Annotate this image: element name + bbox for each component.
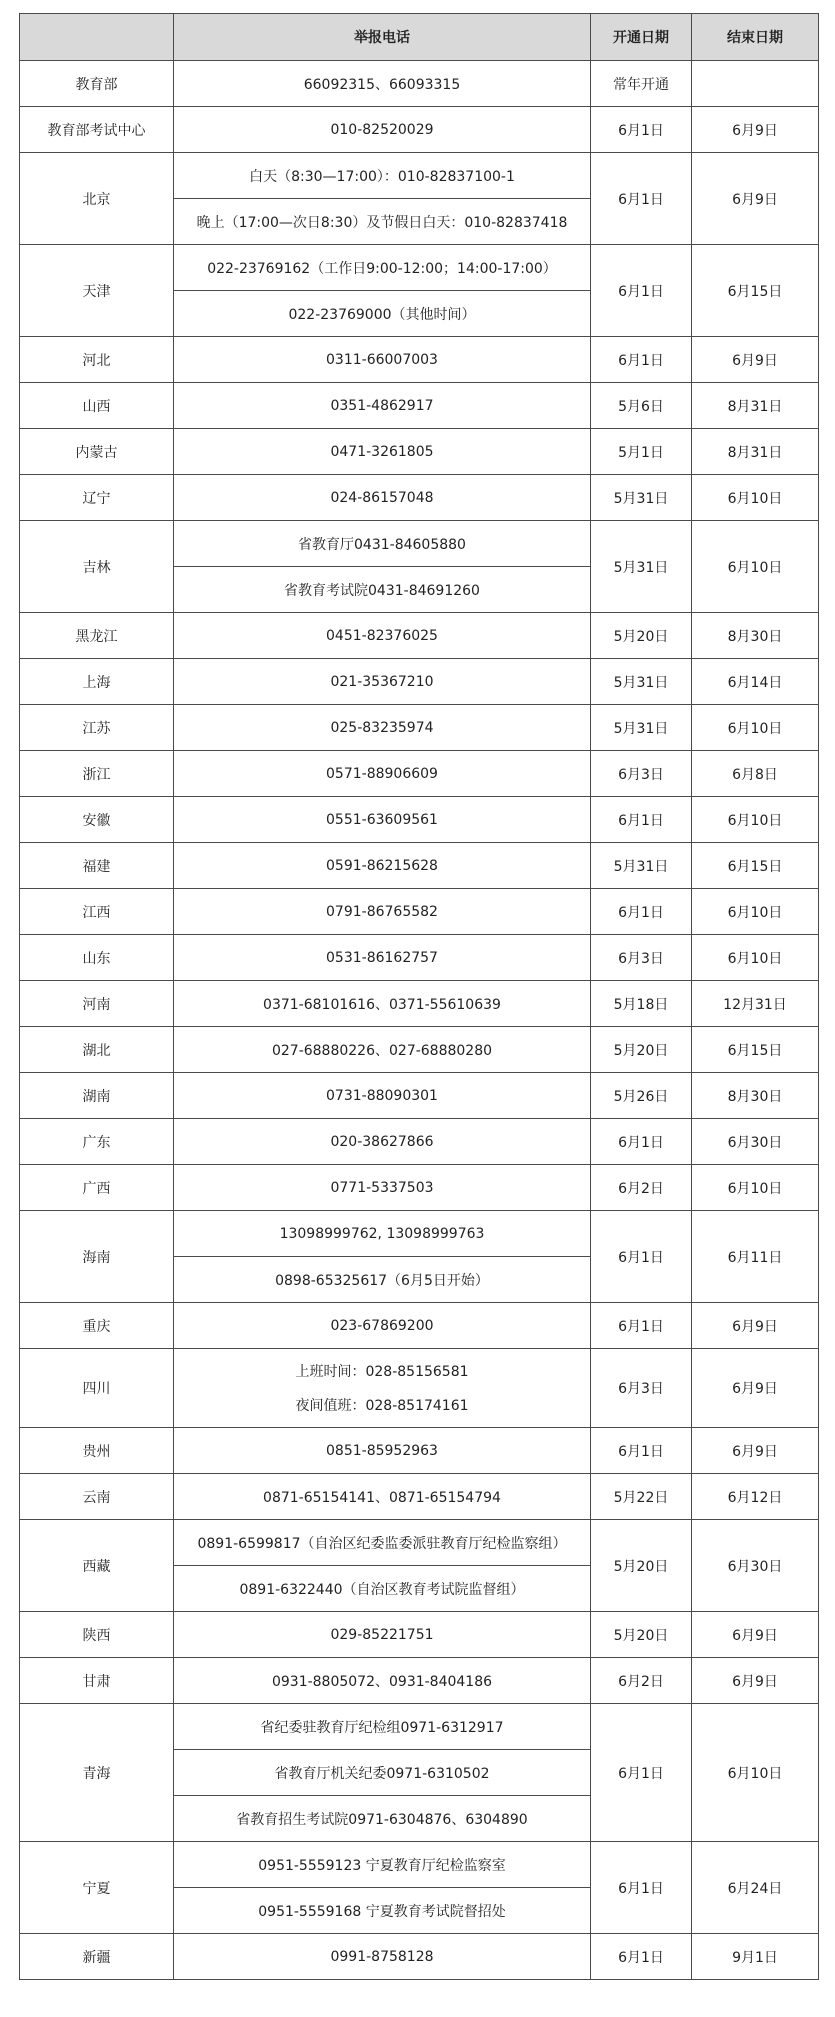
table-row <box>20 613 819 659</box>
header-phone: 举报电话 <box>174 14 591 61</box>
start-date-cell: 6月1日 <box>591 889 692 935</box>
phone-line: 0898-65325617（6月5日开始） <box>174 1256 590 1302</box>
region-cell: 山西 <box>20 383 174 429</box>
phone-cell <box>174 1349 591 1428</box>
end-date-cell: 6月9日 <box>692 1303 819 1349</box>
phone-cell: 023-67869200 <box>174 1303 591 1349</box>
end-date-cell: 6月15日 <box>692 1027 819 1073</box>
phone-cell <box>174 245 591 337</box>
end-date-cell: 8月30日 <box>692 613 819 659</box>
region-cell: 陕西 <box>20 1612 174 1658</box>
region-cell: 新疆 <box>20 1934 174 1980</box>
table-row <box>20 61 819 107</box>
region-cell: 上海 <box>20 659 174 705</box>
phone-cell: 0731-88090301 <box>174 1073 591 1119</box>
region-cell: 辽宁 <box>20 475 174 521</box>
end-date-cell: 6月15日 <box>692 843 819 889</box>
table-row <box>20 1520 819 1612</box>
report-hotline-table <box>19 13 819 1980</box>
phone-cell: 66092315、66093315 <box>174 61 591 107</box>
end-date-cell: 6月10日 <box>692 475 819 521</box>
table-row <box>20 1704 819 1842</box>
phone-line: 省教育厅机关纪委0971-6310502 <box>174 1749 590 1795</box>
region-cell: 湖北 <box>20 1027 174 1073</box>
region-cell: 江西 <box>20 889 174 935</box>
region-cell: 北京 <box>20 153 174 245</box>
region-cell: 宁夏 <box>20 1842 174 1934</box>
end-date-cell: 6月9日 <box>692 153 819 245</box>
table-row <box>20 1303 819 1349</box>
phone-line: 022-23769162（工作日9:00-12:00；14:00-17:00） <box>207 260 557 277</box>
phone-cell <box>174 1842 591 1934</box>
phone-line: 省教育招生考试院0971-6304876、6304890 <box>174 1795 590 1841</box>
end-date-cell: 6月14日 <box>692 659 819 705</box>
end-date-cell: 6月9日 <box>692 337 819 383</box>
start-date-cell: 6月1日 <box>591 153 692 245</box>
table-row <box>20 797 819 843</box>
region-cell: 河北 <box>20 337 174 383</box>
table-header-row <box>20 14 819 61</box>
end-date-cell: 12月31日 <box>692 981 819 1027</box>
table-row <box>20 1934 819 1980</box>
phone-line: 省纪委驻教育厅纪检组0971-6312917 <box>260 1719 504 1736</box>
end-date-cell: 6月8日 <box>692 751 819 797</box>
start-date-cell: 6月1日 <box>591 245 692 337</box>
end-date-cell: 6月15日 <box>692 245 819 337</box>
region-cell: 内蒙古 <box>20 429 174 475</box>
table-row <box>20 1842 819 1934</box>
start-date-cell: 5月22日 <box>591 1474 692 1520</box>
phone-line: 夜间值班：028-85174161 <box>295 1398 469 1414</box>
phone-cell: 0851-85952963 <box>174 1428 591 1474</box>
phone-cell <box>174 521 591 613</box>
start-date-cell: 5月31日 <box>591 521 692 613</box>
end-date-cell: 6月9日 <box>692 1428 819 1474</box>
phone-cell: 010-82520029 <box>174 107 591 153</box>
table-row <box>20 475 819 521</box>
phone-cell <box>174 1704 591 1842</box>
phone-cell: 021-35367210 <box>174 659 591 705</box>
end-date-cell: 6月12日 <box>692 1474 819 1520</box>
table-row <box>20 1474 819 1520</box>
region-cell: 吉林 <box>20 521 174 613</box>
region-cell: 广西 <box>20 1165 174 1211</box>
start-date-cell: 常年开通 <box>591 61 692 107</box>
start-date-cell: 6月2日 <box>591 1165 692 1211</box>
phone-line: 0951-5559168 宁夏教育考试院督招处 <box>174 1887 590 1933</box>
phone-line: 0891-6599817（自治区纪委监委派驻教育厅纪检监察组） <box>197 1535 567 1552</box>
phone-cell: 0991-8758128 <box>174 1934 591 1980</box>
phone-cell: 0571-88906609 <box>174 751 591 797</box>
phone-cell: 029-85221751 <box>174 1612 591 1658</box>
start-date-cell: 5月31日 <box>591 705 692 751</box>
table-row <box>20 659 819 705</box>
phone-cell: 0351-4862917 <box>174 383 591 429</box>
region-cell: 福建 <box>20 843 174 889</box>
start-date-cell: 6月3日 <box>591 751 692 797</box>
start-date-cell: 6月1日 <box>591 1211 692 1303</box>
region-cell: 山东 <box>20 935 174 981</box>
end-date-cell: 6月10日 <box>692 935 819 981</box>
region-cell: 青海 <box>20 1704 174 1842</box>
end-date-cell: 6月10日 <box>692 889 819 935</box>
start-date-cell: 5月20日 <box>591 1520 692 1612</box>
phone-line: 13098999762, 13098999763 <box>279 1225 485 1242</box>
table-row <box>20 429 819 475</box>
phone-cell: 0591-86215628 <box>174 843 591 889</box>
start-date-cell: 5月20日 <box>591 613 692 659</box>
end-date-cell: 6月10日 <box>692 797 819 843</box>
report-table-container <box>19 13 819 1980</box>
table-row <box>20 1165 819 1211</box>
table-row <box>20 1612 819 1658</box>
phone-line: 022-23769000（其他时间） <box>174 290 590 336</box>
start-date-cell: 6月1日 <box>591 1303 692 1349</box>
start-date-cell: 5月18日 <box>591 981 692 1027</box>
region-cell: 海南 <box>20 1211 174 1303</box>
table-row <box>20 521 819 613</box>
end-date-cell: 6月9日 <box>692 1658 819 1704</box>
start-date-cell: 6月1日 <box>591 797 692 843</box>
region-cell: 广东 <box>20 1119 174 1165</box>
phone-cell: 0791-86765582 <box>174 889 591 935</box>
table-row <box>20 153 819 245</box>
table-row <box>20 889 819 935</box>
phone-line: 0951-5559123 宁夏教育厅纪检监察室 <box>258 1857 506 1874</box>
start-date-cell: 6月2日 <box>591 1658 692 1704</box>
region-cell: 黑龙江 <box>20 613 174 659</box>
phone-cell: 0531-86162757 <box>174 935 591 981</box>
phone-cell: 0551-63609561 <box>174 797 591 843</box>
end-date-cell: 6月9日 <box>692 107 819 153</box>
start-date-cell: 6月1日 <box>591 1428 692 1474</box>
phone-cell: 0311-66007003 <box>174 337 591 383</box>
region-cell: 安徽 <box>20 797 174 843</box>
region-cell: 教育部考试中心 <box>20 107 174 153</box>
region-cell: 浙江 <box>20 751 174 797</box>
phone-line: 白天（8:30—17:00）：010-82837100-1 <box>249 168 515 185</box>
start-date-cell: 5月1日 <box>591 429 692 475</box>
region-cell: 甘肃 <box>20 1658 174 1704</box>
end-date-cell: 9月1日 <box>692 1934 819 1980</box>
table-body <box>20 61 819 1980</box>
phone-cell: 020-38627866 <box>174 1119 591 1165</box>
end-date-cell: 6月11日 <box>692 1211 819 1303</box>
region-cell: 重庆 <box>20 1303 174 1349</box>
table-row <box>20 981 819 1027</box>
phone-line: 省教育厅0431-84605880 <box>298 536 466 553</box>
end-date-cell: 6月30日 <box>692 1119 819 1165</box>
table-row <box>20 1073 819 1119</box>
region-cell: 天津 <box>20 245 174 337</box>
start-date-cell: 6月1日 <box>591 1704 692 1842</box>
table-row <box>20 1658 819 1704</box>
table-row <box>20 383 819 429</box>
end-date-cell: 8月31日 <box>692 383 819 429</box>
end-date-cell: 6月9日 <box>692 1612 819 1658</box>
end-date-cell <box>692 61 819 107</box>
start-date-cell: 5月6日 <box>591 383 692 429</box>
phone-line: 晚上（17:00—次日8:30）及节假日白天：010-82837418 <box>174 198 590 244</box>
table-row <box>20 1428 819 1474</box>
start-date-cell: 6月1日 <box>591 1934 692 1980</box>
region-cell: 贵州 <box>20 1428 174 1474</box>
start-date-cell: 5月20日 <box>591 1027 692 1073</box>
region-cell: 西藏 <box>20 1520 174 1612</box>
start-date-cell: 5月20日 <box>591 1612 692 1658</box>
phone-cell <box>174 1211 591 1303</box>
start-date-cell: 6月3日 <box>591 1349 692 1428</box>
header-end-date: 结束日期 <box>692 14 819 61</box>
region-cell: 教育部 <box>20 61 174 107</box>
region-cell: 湖南 <box>20 1073 174 1119</box>
start-date-cell: 5月31日 <box>591 659 692 705</box>
table-row <box>20 337 819 383</box>
header-region <box>20 14 174 61</box>
start-date-cell: 6月1日 <box>591 337 692 383</box>
start-date-cell: 6月3日 <box>591 935 692 981</box>
phone-line: 0891-6322440（自治区教育考试院监督组） <box>174 1565 590 1611</box>
phone-cell: 024-86157048 <box>174 475 591 521</box>
phone-cell: 0451-82376025 <box>174 613 591 659</box>
table-row <box>20 843 819 889</box>
phone-line: 上班时间：028-85156581 <box>295 1364 469 1380</box>
table-row <box>20 107 819 153</box>
table-row <box>20 1349 819 1428</box>
phone-cell <box>174 1520 591 1612</box>
start-date-cell: 6月1日 <box>591 1842 692 1934</box>
end-date-cell: 6月10日 <box>692 1704 819 1842</box>
end-date-cell: 6月24日 <box>692 1842 819 1934</box>
phone-cell: 025-83235974 <box>174 705 591 751</box>
phone-cell <box>174 153 591 245</box>
phone-cell: 0931-8805072、0931-8404186 <box>174 1658 591 1704</box>
phone-stack <box>174 1349 590 1427</box>
table-row <box>20 935 819 981</box>
end-date-cell: 6月10日 <box>692 521 819 613</box>
start-date-cell: 6月1日 <box>591 1119 692 1165</box>
end-date-cell: 8月30日 <box>692 1073 819 1119</box>
phone-line: 省教育考试院0431-84691260 <box>174 566 590 612</box>
phone-cell: 0371-68101616、0371-55610639 <box>174 981 591 1027</box>
table-row <box>20 705 819 751</box>
end-date-cell: 8月31日 <box>692 429 819 475</box>
start-date-cell: 6月1日 <box>591 107 692 153</box>
table-row <box>20 751 819 797</box>
start-date-cell: 5月31日 <box>591 475 692 521</box>
end-date-cell: 6月10日 <box>692 1165 819 1211</box>
phone-cell: 0471-3261805 <box>174 429 591 475</box>
end-date-cell: 6月9日 <box>692 1349 819 1428</box>
phone-cell: 0871-65154141、0871-65154794 <box>174 1474 591 1520</box>
start-date-cell: 5月26日 <box>591 1073 692 1119</box>
table-row <box>20 1211 819 1303</box>
table-row <box>20 1027 819 1073</box>
region-cell: 河南 <box>20 981 174 1027</box>
phone-cell: 027-68880226、027-68880280 <box>174 1027 591 1073</box>
header-start-date: 开通日期 <box>591 14 692 61</box>
region-cell: 云南 <box>20 1474 174 1520</box>
phone-cell: 0771-5337503 <box>174 1165 591 1211</box>
end-date-cell: 6月30日 <box>692 1520 819 1612</box>
start-date-cell: 5月31日 <box>591 843 692 889</box>
end-date-cell: 6月10日 <box>692 705 819 751</box>
region-cell: 江苏 <box>20 705 174 751</box>
table-row <box>20 1119 819 1165</box>
table-row <box>20 245 819 337</box>
region-cell: 四川 <box>20 1349 174 1428</box>
